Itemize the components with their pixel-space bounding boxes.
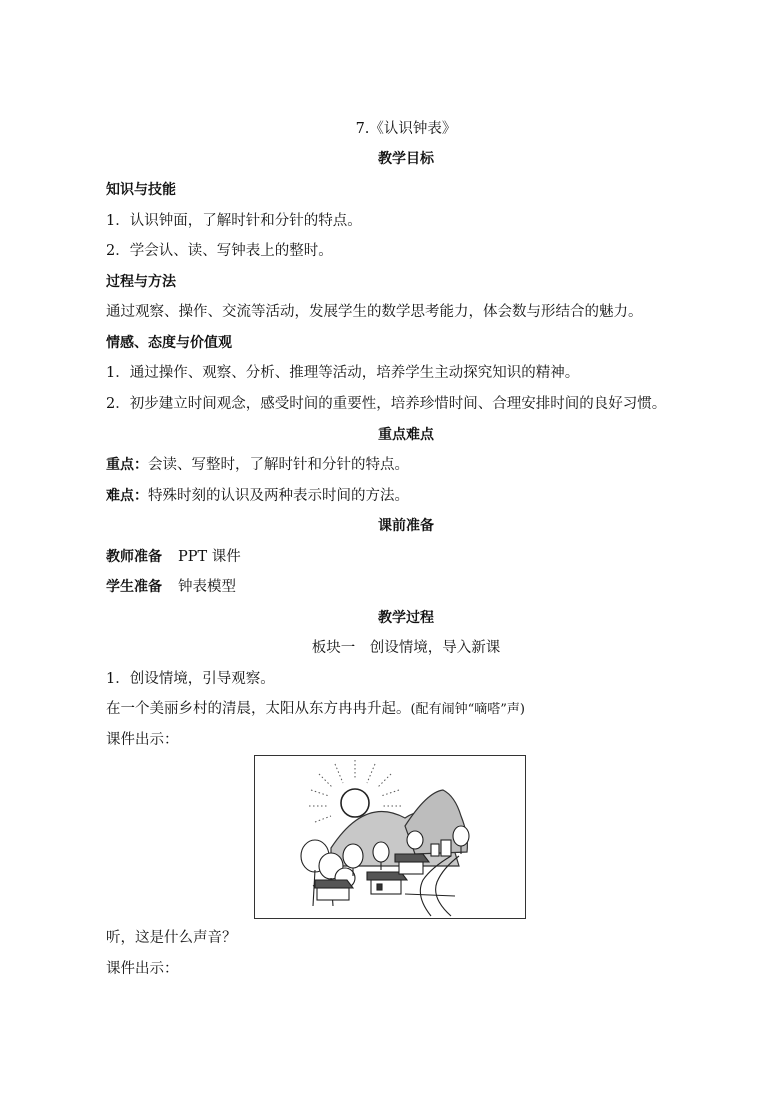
student-prep-label: 学生准备 bbox=[106, 579, 162, 595]
attitude-item-1: 1．通过操作、观察、分析、推理等活动，培养学生主动探究知识的精神。 bbox=[106, 365, 580, 381]
scene-text: 在一个美丽乡村的清晨，太阳从东方冉冉升起。 bbox=[106, 701, 411, 717]
block-1-heading: 板块一 创设情境，导入新课 bbox=[311, 640, 501, 656]
teacher-prep-label: 教师准备 bbox=[106, 549, 162, 565]
key-text: 会读、写整时，了解时针和分针的特点。 bbox=[148, 457, 409, 473]
difficulty-label: 难点： bbox=[106, 488, 148, 504]
sun-icon bbox=[341, 789, 369, 817]
difficulty-point bbox=[106, 486, 409, 506]
key-point bbox=[106, 455, 409, 475]
process-method-heading: 过程与方法 bbox=[106, 274, 176, 290]
question-text: 听，这是什么声音？ bbox=[106, 930, 237, 946]
knowledge-heading: 知识与技能 bbox=[106, 182, 176, 198]
scene-note: (配有闹钟“嘀嗒”声) bbox=[410, 702, 525, 717]
village-sunrise-illustration bbox=[254, 755, 526, 919]
student-prep bbox=[106, 577, 236, 597]
difficulty-text: 特殊时刻的认识及两种表示时间的方法。 bbox=[148, 488, 409, 504]
section-process: 教学过程 bbox=[378, 610, 434, 626]
key-label: 重点： bbox=[106, 457, 148, 473]
step-1: 1．创设情境，引导观察。 bbox=[106, 671, 275, 687]
teacher-prep bbox=[106, 547, 241, 567]
section-preparation: 课前准备 bbox=[378, 518, 434, 534]
courseware-label: 课件出示： bbox=[106, 732, 179, 748]
section-key-points: 重点难点 bbox=[378, 427, 434, 443]
knowledge-item-1: 1．认识钟面，了解时针和分针的特点。 bbox=[106, 213, 362, 229]
courseware-label-2: 课件出示： bbox=[106, 961, 179, 977]
attitude-heading: 情感、态度与价值观 bbox=[106, 335, 232, 351]
process-method-text: 通过观察、操作、交流等活动，发展学生的数学思考能力，体会数与形结合的魅力。 bbox=[106, 304, 643, 320]
attitude-item-2: 2．初步建立时间观念，感受时间的重要性，培养珍惜时间、合理安排时间的良好习惯。 bbox=[106, 396, 667, 412]
knowledge-item-2: 2．学会认、读、写钟表上的整时。 bbox=[106, 243, 333, 259]
scene-description bbox=[106, 699, 525, 720]
lesson-title: 7.《认识钟表》 bbox=[355, 121, 457, 137]
student-prep-text: 钟表模型 bbox=[178, 579, 236, 595]
section-objectives: 教学目标 bbox=[378, 151, 434, 167]
teacher-prep-text: PPT 课件 bbox=[178, 549, 241, 565]
ground-line bbox=[405, 894, 455, 896]
village-sunrise-drawing bbox=[255, 756, 525, 918]
